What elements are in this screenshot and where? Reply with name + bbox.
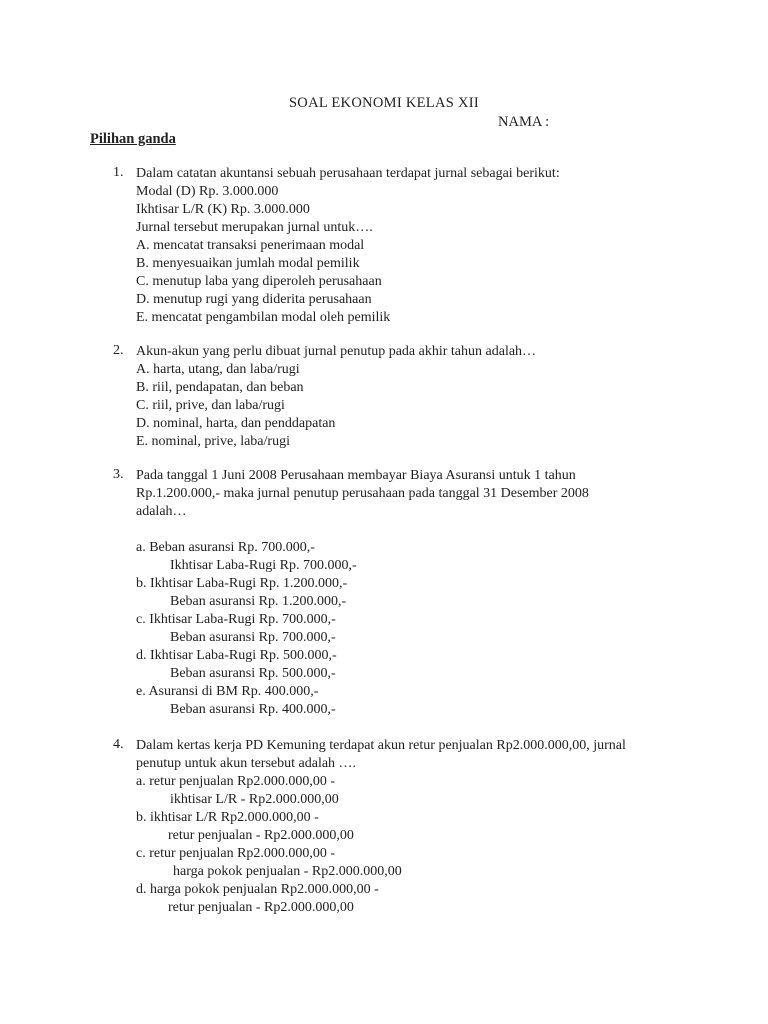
option-b-credit: Beban asuransi Rp. 1.200.000,- [170,594,347,609]
question-line: Modal (D) Rp. 3.000.000 [136,184,279,199]
option-d: D. menutup rugi yang diderita perusahaan [136,292,372,307]
question-line: Jurnal tersebut merupakan jurnal untuk…. [136,220,373,235]
question-text: Dalam kertas kerja PD Kemuning terdapat akun retur penjualan Rp2.000.000,00, jurnal [136,738,626,753]
option-a: a. retur penjualan Rp2.000.000,00 - [136,774,336,789]
page-title: SOAL EKONOMI KELAS XII [288,95,480,111]
option-e: E. mencatat pengambilan modal oleh pemilik [136,310,391,325]
option-a-credit: Ikhtisar Laba-Rugi Rp. 700.000,- [170,558,357,573]
option-c: C. riil, prive, dan laba/rugi [136,398,285,413]
option-d: D. nominal, harta, dan penddapatan [136,416,336,431]
option-c-credit: Beban asuransi Rp. 700.000,- [170,630,336,645]
option-b: B. menyesuaikan jumlah modal pemilik [136,256,360,271]
question-line: penutup untuk akun tersebut adalah …. [136,756,357,771]
question-line: Ikhtisar L/R (K) Rp. 3.000.000 [136,202,310,217]
option-a: A. mencatat transaksi penerimaan modal [136,238,365,253]
option-d-credit: Beban asuransi Rp. 500.000,- [170,666,336,681]
option-c: C. menutup laba yang diperoleh perusahaan [136,274,382,289]
option-c-credit: harga pokok penjualan - Rp2.000.000,00 [173,864,402,879]
question-number: 1. [113,165,124,180]
option-c: c. retur penjualan Rp2.000.000,00 - [136,846,336,861]
option-e-credit: Beban asuransi Rp. 400.000,- [170,702,336,717]
question-number: 4. [113,737,124,752]
option-a: A. harta, utang, dan laba/rugi [136,362,300,377]
question-line: Rp.1.200.000,- maka jurnal penutup perusahaan pada tanggal 31 Desember 2008 [136,486,589,501]
option-e: e. Asuransi di BM Rp. 400.000,- [136,684,319,699]
name-label: NAMA : [498,114,550,130]
question-number: 2. [113,343,124,358]
option-b: b. ikhtisar L/R Rp2.000.000,00 - [136,810,319,825]
question-number: 3. [113,467,124,482]
option-e: E. nominal, prive, laba/rugi [136,434,290,449]
option-d: d. Ikhtisar Laba-Rugi Rp. 500.000,- [136,648,337,663]
question-text: Dalam catatan akuntansi sebuah perusahaan terdapat jurnal sebagai berikut: [136,166,560,181]
option-b-credit: retur penjualan - Rp2.000.000,00 [168,828,354,843]
section-title: Pilihan ganda [90,131,176,147]
option-a: a. Beban asuransi Rp. 700.000,- [136,540,315,555]
option-d-credit: retur penjualan - Rp2.000.000,00 [168,900,354,915]
option-b: b. Ikhtisar Laba-Rugi Rp. 1.200.000,- [136,576,348,591]
question-text: Akun-akun yang perlu dibuat jurnal penutup pada akhir tahun adalah… [136,344,537,359]
question-text: Pada tanggal 1 Juni 2008 Perusahaan membayar Biaya Asuransi untuk 1 tahun [136,468,576,483]
option-d: d. harga pokok penjualan Rp2.000.000,00 - [136,882,379,897]
option-a-credit: ikhtisar L/R - Rp2.000.000,00 [170,792,339,807]
question-line: adalah… [136,504,187,519]
option-b: B. riil, pendapatan, dan beban [136,380,304,395]
option-c: c. Ikhtisar Laba-Rugi Rp. 700.000,- [136,612,336,627]
